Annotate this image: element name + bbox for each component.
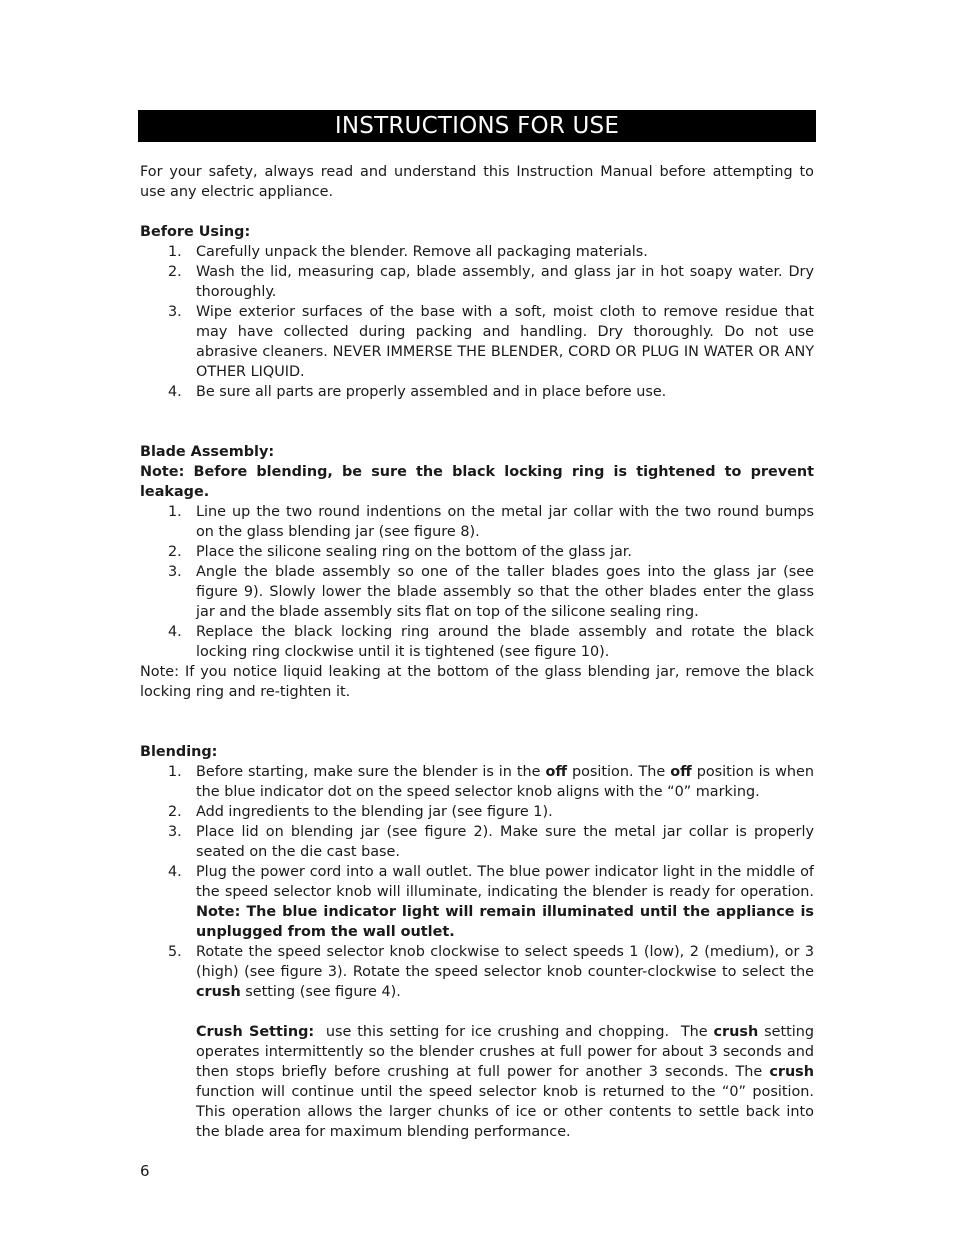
page-number: 6 [140,1162,150,1180]
blade-assembly-heading: Blade Assembly: [140,444,275,460]
manual-page [140,110,814,1142]
blending-heading: Blending: [140,744,218,760]
list-item: 4. Replace the black locking ring around the blade assembly and rotate the black locking ring clockwise until it is tightened (see figure 10). [168,624,814,660]
list-item: 2. Wash the lid, measuring cap, blade assembly, and glass jar in hot soapy water. Dry thoroughly. [168,264,814,300]
list-item: 1. Before starting, make sure the blender is in the off position. The off position is when the blue indicator dot on the speed selector knob aligns with the “0” marking. [168,764,814,800]
blade-assembly-note: Note: Before blending, be sure the black locking ring is tightened to prevent leakage. [140,464,814,500]
list-item: 3. Place lid on blending jar (see figure 2). Make sure the metal jar collar is properly seated on the die cast base. [168,824,814,860]
list-item: 5. Rotate the speed selector knob clockwise to select speeds 1 (low), 2 (medium), or 3 (high) (see figure 3). Rotate the speed selector knob counter-clockwise to select the crush setting (see figure 4). [168,944,814,1000]
list-item: 4. Be sure all parts are properly assembled and in place before use. [168,384,667,400]
intro-paragraph: For your safety, always read and understand this Instruction Manual before attempting to use any electric appliance. [140,164,814,200]
blending-list [140,762,814,1002]
crush-setting-paragraph: Crush Setting: use this setting for ice crushing and chopping. The crush setting operates intermittently so the blender crushes at full power for about 3 seconds and then stops briefly before crushing at full power for another 3 seconds. The crush function will continue until the speed selector knob is returned to the “0” position. This operation allows the larger chunks of ice or other contents to settle back into the blade area for maximum blending performance. [196,1024,814,1140]
before-using-heading: Before Using: [140,224,251,240]
before-using-list [140,242,814,402]
section-title-bar [138,110,816,142]
list-item: 1. Carefully unpack the blender. Remove all packaging materials. [168,244,648,260]
list-item: 1. Line up the two round indentions on the metal jar collar with the two round bumps on the glass blending jar (see figure 8). [168,504,814,540]
list-item: 2. Add ingredients to the blending jar (see figure 1). [168,804,553,820]
list-item: 3. Wipe exterior surfaces of the base with a soft, moist cloth to remove residue that may have collected during packing and handling. Dry thoroughly. Do not use abrasive cleaners. NEVER IMMERSE THE BLENDER, CORD OR PLUG IN WATER OR ANY OTHER LIQUID. [168,304,814,380]
list-item: 4. Plug the power cord into a wall outlet. The blue power indicator light in the middle of the speed selector knob will illuminate, indicating the blender is ready for operation. Note: The blue indicator light will remain illuminated until the appliance is unplugged from the wall outlet. [168,864,814,940]
page-title: INSTRUCTIONS FOR USE [334,113,620,139]
page-content [140,162,814,1142]
leak-note: Note: If you notice liquid leaking at the bottom of the glass blending jar, remove the black locking ring and re-tighten it. [140,664,814,700]
blade-assembly-list [140,502,814,662]
list-item: 3. Angle the blade assembly so one of the taller blades goes into the glass jar (see figure 9). Slowly lower the blade assembly so that the other blades enter the glass jar and the blade assembly sits flat on top of the silicone sealing ring. [168,564,814,620]
list-item: 2. Place the silicone sealing ring on the bottom of the glass jar. [168,544,632,560]
